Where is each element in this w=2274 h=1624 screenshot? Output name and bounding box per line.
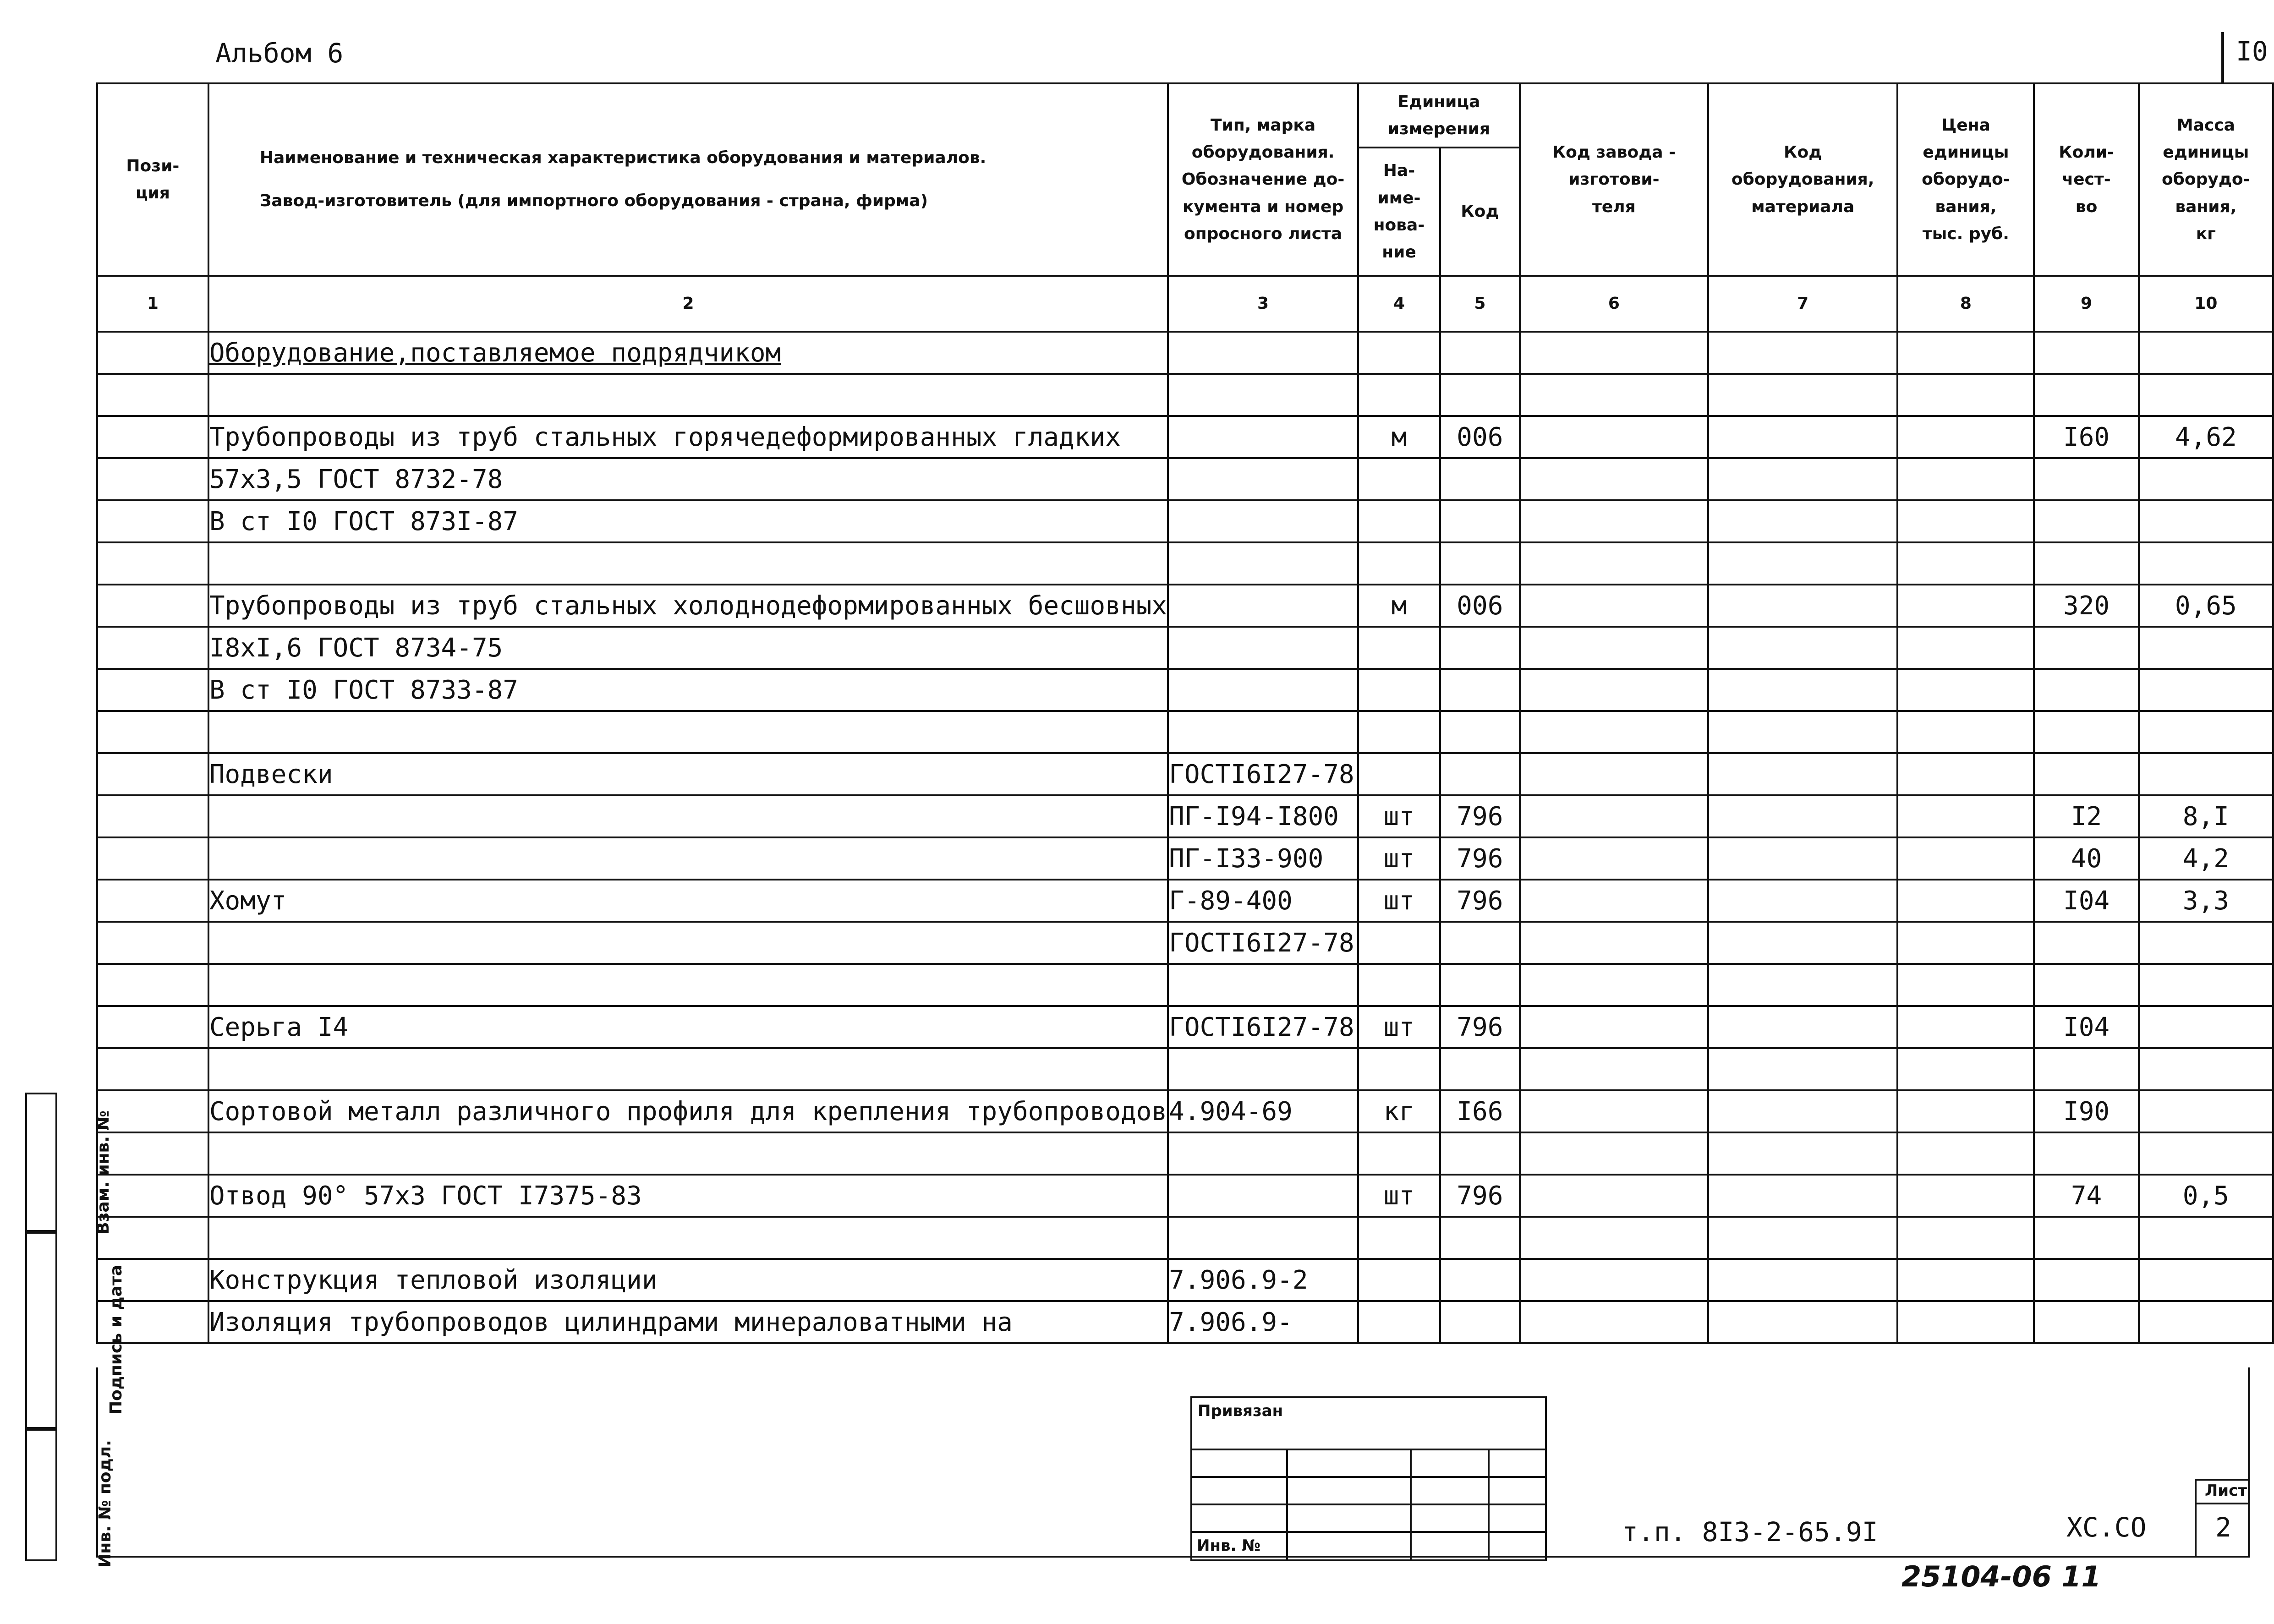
table-row [97,1175,2273,1217]
type-cell: 7.906.9-2 [1168,1259,1358,1301]
unit-code-cell [1440,1217,1520,1259]
equipment-code-cell [1708,669,1897,711]
factory-code-cell [1520,1259,1708,1301]
type-cell [1168,711,1358,753]
name-cell: Отвод 90° 57х3 ГОСТ I7375-83 [208,1175,1168,1217]
name-cell [208,1048,1168,1090]
unit-cell [1358,1217,1440,1259]
quantity-cell [2034,374,2138,416]
column-number: 6 [1520,276,1708,332]
mass-cell [2139,922,2273,964]
equipment-code-cell [1708,1301,1897,1343]
equipment-code-cell [1708,627,1897,669]
price-cell [1897,1217,2034,1259]
name-cell: В ст I0 ГОСТ 873I-87 [208,500,1168,542]
unit-code-cell [1440,711,1520,753]
equipment-code-cell [1708,795,1897,837]
equipment-code-cell [1708,1090,1897,1132]
header-quantity: Коли- чест- во [2034,83,2138,276]
position-cell [97,669,208,711]
unit-cell [1358,458,1440,500]
price-cell [1897,1301,2034,1343]
table-row [97,1259,2273,1301]
quantity-cell [2034,1259,2138,1301]
table-row [97,374,2273,416]
table-row [97,669,2273,711]
sheet-label: Лист [2205,1482,2247,1500]
side-label-replacement: Взам. инв. № [25,1093,57,1234]
type-cell: ГОСТI6I27-78 [1168,922,1358,964]
factory-code-cell [1520,416,1708,458]
unit-code-cell: 006 [1440,416,1520,458]
factory-code-cell [1520,753,1708,795]
name-cell: Хомут [208,880,1168,922]
quantity-cell: I2 [2034,795,2138,837]
quantity-cell: I04 [2034,1006,2138,1048]
unit-code-cell [1440,753,1520,795]
column-number: 1 [97,276,208,332]
price-cell [1897,542,2034,585]
mass-cell [2139,458,2273,500]
table-row [97,922,2273,964]
table-row [97,627,2273,669]
factory-code-cell [1520,542,1708,585]
factory-code-cell [1520,1301,1708,1343]
table-row [97,458,2273,500]
position-cell [97,1132,208,1175]
mass-cell [2139,1090,2273,1132]
price-cell [1897,837,2034,880]
type-cell [1168,1132,1358,1175]
table-row [97,964,2273,1006]
unit-cell [1358,627,1440,669]
equipment-code-cell [1708,837,1897,880]
name-cell: Подвески [208,753,1168,795]
unit-code-cell: 006 [1440,585,1520,627]
unit-code-cell [1440,1259,1520,1301]
name-cell [208,711,1168,753]
unit-code-cell: 796 [1440,880,1520,922]
position-cell [97,1048,208,1090]
equipment-code-cell [1708,542,1897,585]
column-number: 9 [2034,276,2138,332]
unit-code-cell [1440,627,1520,669]
mass-cell [2139,627,2273,669]
column-number: 2 [208,276,1168,332]
name-cell: Сортовой металл различного профиля для крепления трубопроводов [208,1090,1168,1132]
mass-cell [2139,964,2273,1006]
section-title: Оборудование,поставляемое подрядчиком [208,332,1168,374]
stamp-bound-label: Привязан [1198,1402,1283,1420]
position-cell [97,627,208,669]
position-cell [97,880,208,922]
position-cell [97,374,208,416]
position-cell [97,795,208,837]
header-equipment-code: Код оборудования, материала [1708,83,1897,276]
factory-code-cell [1520,1090,1708,1132]
table-row [97,585,2273,627]
header-mass: Масса единицы оборудо- вания, кг [2139,83,2273,276]
unit-code-cell [1440,374,1520,416]
name-cell [208,837,1168,880]
price-cell [1897,711,2034,753]
unit-code-cell: I66 [1440,1090,1520,1132]
factory-code-cell [1520,922,1708,964]
table-row [97,1217,2273,1259]
price-cell [1897,416,2034,458]
quantity-cell: 40 [2034,837,2138,880]
side-label-signature: Подпись и дата [25,1230,57,1431]
quantity-cell [2034,500,2138,542]
header-factory-code: Код завода - изготови- теля [1520,83,1708,276]
quantity-cell [2034,1132,2138,1175]
unit-code-cell: 796 [1440,837,1520,880]
equipment-code-cell [1708,1259,1897,1301]
mass-cell: 4,2 [2139,837,2273,880]
equipment-code-cell [1708,711,1897,753]
price-cell [1897,669,2034,711]
factory-code-cell [1520,627,1708,669]
equipment-code-cell [1708,458,1897,500]
type-cell [1168,669,1358,711]
quantity-cell [2034,542,2138,585]
quantity-cell: 74 [2034,1175,2138,1217]
type-cell: ГОСТI6I27-78 [1168,753,1358,795]
unit-code-cell [1440,458,1520,500]
equipment-code-cell [1708,880,1897,922]
type-cell [1168,458,1358,500]
table-row [97,542,2273,585]
mass-cell [2139,1259,2273,1301]
factory-code-cell [1520,1048,1708,1090]
mass-cell: 0,65 [2139,585,2273,627]
position-cell [97,837,208,880]
column-number: 8 [1897,276,2034,332]
unit-code-cell [1440,1132,1520,1175]
name-cell: Трубопроводы из труб стальных холоднодеформированных бесшовных [208,585,1168,627]
position-cell [97,1175,208,1217]
equipment-code-cell [1708,922,1897,964]
factory-code-cell [1520,880,1708,922]
price-cell [1897,1175,2034,1217]
stamp-inv-label: Инв. № [1197,1537,1261,1555]
type-cell [1168,1217,1358,1259]
type-cell: Г-89-400 [1168,880,1358,922]
header-name: Наименование и техническая характеристика оборудования и материалов. Завод-изготовитель (для импортного оборудования - страна, фирма) [208,83,1168,276]
type-cell [1168,500,1358,542]
column-number: 4 [1358,276,1440,332]
unit-code-cell [1440,1301,1520,1343]
column-number: 7 [1708,276,1897,332]
price-cell [1897,1048,2034,1090]
name-cell: Серьга I4 [208,1006,1168,1048]
mass-cell [2139,374,2273,416]
factory-code-cell [1520,711,1708,753]
factory-code-cell [1520,964,1708,1006]
position-cell [97,1090,208,1132]
type-cell [1168,374,1358,416]
mass-cell: 0,5 [2139,1175,2273,1217]
quantity-cell: 320 [2034,585,2138,627]
table-row [97,1090,2273,1132]
unit-cell [1358,1301,1440,1343]
price-cell [1897,1259,2034,1301]
unit-code-cell [1440,964,1520,1006]
unit-cell [1358,669,1440,711]
type-cell: 7.906.9- [1168,1301,1358,1343]
type-cell [1168,964,1358,1006]
equipment-code-cell [1708,1006,1897,1048]
price-cell [1897,1090,2034,1132]
factory-code-cell [1520,795,1708,837]
price-cell [1897,1006,2034,1048]
name-cell: Изоляция трубопроводов цилиндрами минераловатными на [208,1301,1168,1343]
type-cell: ПГ-I94-I800 [1168,795,1358,837]
equipment-code-cell [1708,1217,1897,1259]
equipment-code-cell [1708,416,1897,458]
factory-code-cell [1520,1132,1708,1175]
position-cell [97,1217,208,1259]
sheet-code: ХС.СО [2066,1512,2147,1543]
header-unit: Единица измерения [1358,83,1520,148]
unit-cell [1358,753,1440,795]
doc-code: т.п. 8I3-2-65.9I [1622,1516,1878,1547]
equipment-code-cell [1708,500,1897,542]
position-cell [97,500,208,542]
mass-cell [2139,1006,2273,1048]
name-cell: 57х3,5 ГОСТ 8732-78 [208,458,1168,500]
name-cell [208,1217,1168,1259]
position-cell [97,1006,208,1048]
table-row [97,880,2273,922]
factory-code-cell [1520,500,1708,542]
handwritten-inventory-number: 25104-06 11 [1901,1560,2101,1593]
type-cell [1168,585,1358,627]
specification-table [96,82,2274,1344]
mass-cell [2139,1048,2273,1090]
album-label: Альбом 6 [215,38,344,69]
table-row [97,1301,2273,1343]
unit-code-cell [1440,1048,1520,1090]
price-cell [1897,500,2034,542]
factory-code-cell [1520,669,1708,711]
mass-cell [2139,753,2273,795]
price-cell [1897,922,2034,964]
name-cell [208,1132,1168,1175]
mass-cell: 8,I [2139,795,2273,837]
page-number-divider [2221,32,2224,82]
unit-code-cell: 796 [1440,1175,1520,1217]
quantity-cell [2034,1301,2138,1343]
mass-cell [2139,711,2273,753]
unit-cell: шт [1358,795,1440,837]
quantity-cell [2034,627,2138,669]
type-cell [1168,627,1358,669]
equipment-code-cell [1708,585,1897,627]
name-cell: I8хI,6 ГОСТ 8734-75 [208,627,1168,669]
factory-code-cell [1520,374,1708,416]
price-cell [1897,880,2034,922]
position-cell [97,458,208,500]
mass-cell [2139,1132,2273,1175]
page-number: I0 [2236,36,2268,67]
table-row [97,1048,2273,1090]
mass-cell [2139,1217,2273,1259]
unit-cell: кг [1358,1090,1440,1132]
table-row [97,1006,2273,1048]
table-row [97,837,2273,880]
header-price: Цена единицы оборудо- вания, тыс. руб. [1897,83,2034,276]
column-number: 10 [2139,276,2273,332]
unit-cell: шт [1358,1006,1440,1048]
position-cell [97,753,208,795]
factory-code-cell [1520,1175,1708,1217]
table-row [97,500,2273,542]
position-cell [97,922,208,964]
factory-code-cell [1520,837,1708,880]
type-cell: ГОСТI6I27-78 [1168,1006,1358,1048]
table-row [97,711,2273,753]
unit-code-cell [1440,922,1520,964]
factory-code-cell [1520,1217,1708,1259]
column-number: 3 [1168,276,1358,332]
position-cell [97,416,208,458]
name-cell [208,795,1168,837]
side-label-original-inv: Инв. № подл. [25,1427,57,1561]
unit-cell [1358,1132,1440,1175]
equipment-code-cell [1708,753,1897,795]
quantity-cell [2034,753,2138,795]
mass-cell [2139,669,2273,711]
position-cell [97,585,208,627]
footer-frame [96,1367,2250,1558]
quantity-cell: I60 [2034,416,2138,458]
mass-cell [2139,500,2273,542]
column-number-row [97,276,2273,332]
quantity-cell [2034,964,2138,1006]
unit-code-cell [1440,669,1520,711]
price-cell [1897,458,2034,500]
unit-cell [1358,542,1440,585]
price-cell [1897,627,2034,669]
header-unit-name: На- име- нова- ние [1358,148,1440,276]
name-cell: Трубопроводы из труб стальных горячедеформированных гладких [208,416,1168,458]
name-cell [208,542,1168,585]
sheet-number: 2 [2215,1512,2231,1543]
equipment-code-cell [1708,1132,1897,1175]
factory-code-cell [1520,585,1708,627]
position-cell [97,542,208,585]
unit-cell: шт [1358,880,1440,922]
unit-code-cell [1440,500,1520,542]
unit-cell: шт [1358,1175,1440,1217]
type-cell [1168,542,1358,585]
unit-cell [1358,1048,1440,1090]
header-unit-code: Код [1440,148,1520,276]
quantity-cell [2034,1048,2138,1090]
table-row [97,416,2273,458]
unit-cell [1358,922,1440,964]
equipment-code-cell [1708,964,1897,1006]
quantity-cell [2034,711,2138,753]
table-row [97,1132,2273,1175]
unit-cell [1358,711,1440,753]
position-cell [97,711,208,753]
quantity-cell [2034,1217,2138,1259]
equipment-code-cell [1708,374,1897,416]
quantity-cell [2034,458,2138,500]
unit-cell [1358,964,1440,1006]
price-cell [1897,1132,2034,1175]
table-row [97,753,2273,795]
unit-cell [1358,1259,1440,1301]
table-row [97,795,2273,837]
type-cell: ПГ-I33-900 [1168,837,1358,880]
factory-code-cell [1520,1006,1708,1048]
unit-code-cell: 796 [1440,1006,1520,1048]
unit-cell: м [1358,585,1440,627]
price-cell [1897,964,2034,1006]
price-cell [1897,585,2034,627]
quantity-cell [2034,669,2138,711]
name-cell [208,374,1168,416]
unit-cell: шт [1358,837,1440,880]
quantity-cell: I04 [2034,880,2138,922]
type-cell: 4.904-69 [1168,1090,1358,1132]
type-cell [1168,1175,1358,1217]
unit-cell [1358,374,1440,416]
quantity-cell [2034,922,2138,964]
name-cell: Конструкция тепловой изоляции [208,1259,1168,1301]
mass-cell: 4,62 [2139,416,2273,458]
equipment-code-cell [1708,1175,1897,1217]
type-cell [1168,1048,1358,1090]
mass-cell [2139,542,2273,585]
equipment-code-cell [1708,1048,1897,1090]
price-cell [1897,374,2034,416]
position-cell [97,964,208,1006]
quantity-cell: I90 [2034,1090,2138,1132]
name-cell: В ст I0 ГОСТ 8733-87 [208,669,1168,711]
unit-cell [1358,500,1440,542]
mass-cell: 3,3 [2139,880,2273,922]
header-position: Пози- ция [97,83,208,276]
column-number: 5 [1440,276,1520,332]
name-cell [208,964,1168,1006]
type-cell [1168,416,1358,458]
unit-code-cell [1440,542,1520,585]
mass-cell [2139,1301,2273,1343]
unit-code-cell: 796 [1440,795,1520,837]
price-cell [1897,753,2034,795]
header-type: Тип, марка оборудования. Обозначение до- кумента и номер опросного листа [1168,83,1358,276]
name-cell [208,922,1168,964]
price-cell [1897,795,2034,837]
factory-code-cell [1520,458,1708,500]
unit-cell: м [1358,416,1440,458]
